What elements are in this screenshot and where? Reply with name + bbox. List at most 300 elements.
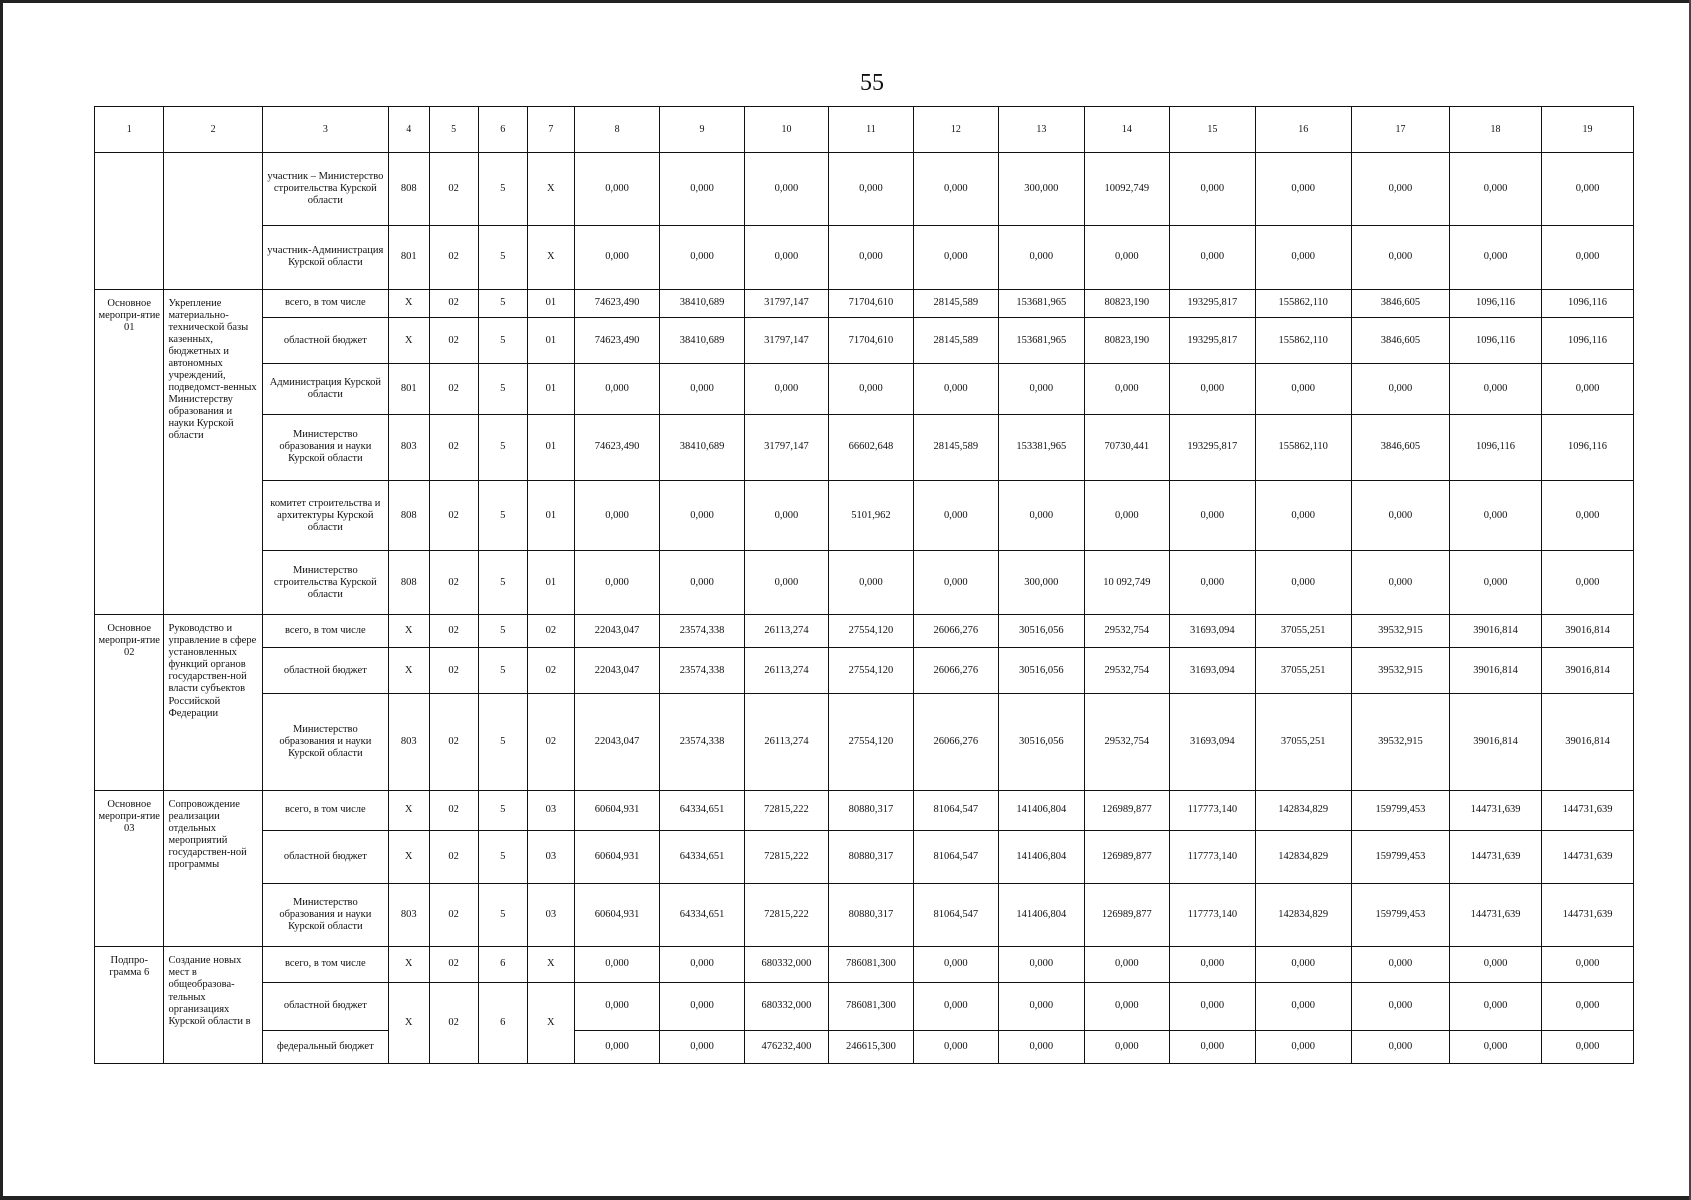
table-row — [95, 153, 1634, 226]
value-cell-17: 3846,605 — [1351, 289, 1449, 318]
value-cell-8: 74623,490 — [574, 289, 660, 318]
value-cell-18: 144731,639 — [1450, 883, 1542, 947]
value-cell-18: 39016,814 — [1450, 615, 1542, 648]
value-cell-16: 37055,251 — [1255, 694, 1351, 791]
value-cell-16: 0,000 — [1255, 551, 1351, 615]
code-cell-5: 02 — [429, 947, 478, 982]
value-cell-16: 155862,110 — [1255, 318, 1351, 364]
value-cell-15: 193295,817 — [1170, 414, 1256, 480]
executor-cell: Администрация Курской области — [262, 364, 388, 415]
value-cell-11: 27554,120 — [829, 648, 913, 694]
column-number-1: 1 — [95, 107, 164, 153]
code-cell-6: 5 — [478, 153, 527, 226]
column-number-5: 5 — [429, 107, 478, 153]
column-number-2: 2 — [164, 107, 262, 153]
value-cell-16: 37055,251 — [1255, 615, 1351, 648]
table-row — [95, 289, 1634, 318]
column-number-10: 10 — [744, 107, 828, 153]
value-cell-15: 0,000 — [1170, 364, 1256, 415]
value-cell-18: 1096,116 — [1450, 289, 1542, 318]
code-cell-5: 02 — [429, 830, 478, 883]
value-cell-19: 0,000 — [1542, 982, 1634, 1030]
code-cell-4: X — [388, 947, 429, 982]
value-cell-19: 0,000 — [1542, 1030, 1634, 1063]
table-row — [95, 648, 1634, 694]
value-cell-18: 0,000 — [1450, 551, 1542, 615]
table-row — [95, 318, 1634, 364]
table-row — [95, 225, 1634, 289]
value-cell-15: 31693,094 — [1170, 648, 1256, 694]
value-cell-12: 81064,547 — [913, 883, 999, 947]
value-cell-14: 126989,877 — [1084, 830, 1170, 883]
value-cell-17: 3846,605 — [1351, 414, 1449, 480]
value-cell-14: 0,000 — [1084, 1030, 1170, 1063]
value-cell-15: 0,000 — [1170, 551, 1256, 615]
value-cell-14: 80823,190 — [1084, 318, 1170, 364]
value-cell-14: 29532,754 — [1084, 648, 1170, 694]
value-cell-10: 26113,274 — [744, 694, 828, 791]
value-cell-19: 144731,639 — [1542, 883, 1634, 947]
code-cell-7: 03 — [527, 830, 574, 883]
value-cell-10: 26113,274 — [744, 615, 828, 648]
value-cell-19: 144731,639 — [1542, 830, 1634, 883]
value-cell-19: 1096,116 — [1542, 414, 1634, 480]
event-code-cell — [95, 153, 164, 289]
code-cell-4: 808 — [388, 153, 429, 226]
column-number-11: 11 — [829, 107, 913, 153]
code-cell-7: 01 — [527, 414, 574, 480]
value-cell-11: 786081,300 — [829, 947, 913, 982]
code-cell-5: 02 — [429, 791, 478, 831]
code-cell-6: 5 — [478, 318, 527, 364]
code-cell-5: 02 — [429, 480, 478, 550]
value-cell-14: 126989,877 — [1084, 791, 1170, 831]
executor-cell: областной бюджет — [262, 318, 388, 364]
value-cell-11: 246615,300 — [829, 1030, 913, 1063]
event-name-cell — [164, 153, 262, 289]
value-cell-18: 0,000 — [1450, 153, 1542, 226]
value-cell-11: 0,000 — [829, 153, 913, 226]
executor-cell: федеральный бюджет — [262, 1030, 388, 1063]
value-cell-12: 0,000 — [913, 1030, 999, 1063]
value-cell-13: 0,000 — [999, 364, 1085, 415]
value-cell-9: 0,000 — [660, 153, 744, 226]
code-cell-4: X — [388, 318, 429, 364]
value-cell-14: 0,000 — [1084, 225, 1170, 289]
code-cell-7: 02 — [527, 615, 574, 648]
value-cell-16: 155862,110 — [1255, 414, 1351, 480]
code-cell-5: 02 — [429, 225, 478, 289]
value-cell-12: 0,000 — [913, 480, 999, 550]
column-number-9: 9 — [660, 107, 744, 153]
value-cell-18: 0,000 — [1450, 480, 1542, 550]
value-cell-12: 0,000 — [913, 551, 999, 615]
code-cell-7: 01 — [527, 480, 574, 550]
code-cell-7: X — [527, 982, 574, 1064]
value-cell-16: 0,000 — [1255, 947, 1351, 982]
value-cell-11: 786081,300 — [829, 982, 913, 1030]
code-cell-4: X — [388, 289, 429, 318]
value-cell-12: 26066,276 — [913, 694, 999, 791]
code-cell-4: 801 — [388, 225, 429, 289]
code-cell-5: 02 — [429, 289, 478, 318]
code-cell-4: 808 — [388, 551, 429, 615]
executor-cell: всего, в том числе — [262, 615, 388, 648]
value-cell-15: 117773,140 — [1170, 883, 1256, 947]
value-cell-9: 23574,338 — [660, 648, 744, 694]
executor-cell: участник-Администрация Курской области — [262, 225, 388, 289]
value-cell-13: 30516,056 — [999, 694, 1085, 791]
value-cell-19: 39016,814 — [1542, 615, 1634, 648]
value-cell-19: 39016,814 — [1542, 648, 1634, 694]
value-cell-15: 0,000 — [1170, 153, 1256, 226]
code-cell-6: 5 — [478, 551, 527, 615]
value-cell-9: 23574,338 — [660, 615, 744, 648]
value-cell-8: 0,000 — [574, 1030, 660, 1063]
value-cell-10: 72815,222 — [744, 883, 828, 947]
value-cell-19: 0,000 — [1542, 153, 1634, 226]
executor-cell: Министерство образования и науки Курской области — [262, 414, 388, 480]
value-cell-17: 39532,915 — [1351, 648, 1449, 694]
page-number: 55 — [860, 70, 884, 96]
value-cell-14: 80823,190 — [1084, 289, 1170, 318]
value-cell-8: 22043,047 — [574, 615, 660, 648]
value-cell-19: 1096,116 — [1542, 289, 1634, 318]
value-cell-10: 476232,400 — [744, 1030, 828, 1063]
column-number-18: 18 — [1450, 107, 1542, 153]
page-border-top — [0, 0, 1691, 3]
value-cell-9: 38410,689 — [660, 318, 744, 364]
value-cell-18: 0,000 — [1450, 982, 1542, 1030]
value-cell-14: 29532,754 — [1084, 615, 1170, 648]
executor-cell: комитет строительства и архитектуры Курской области — [262, 480, 388, 550]
value-cell-14: 10 092,749 — [1084, 551, 1170, 615]
code-cell-5: 02 — [429, 551, 478, 615]
value-cell-10: 0,000 — [744, 551, 828, 615]
value-cell-11: 0,000 — [829, 364, 913, 415]
code-cell-5: 02 — [429, 615, 478, 648]
value-cell-9: 64334,651 — [660, 830, 744, 883]
value-cell-16: 37055,251 — [1255, 648, 1351, 694]
executor-cell: Министерство образования и науки Курской области — [262, 883, 388, 947]
table-row — [95, 364, 1634, 415]
value-cell-17: 0,000 — [1351, 480, 1449, 550]
value-cell-15: 31693,094 — [1170, 615, 1256, 648]
value-cell-12: 0,000 — [913, 153, 999, 226]
code-cell-4: 808 — [388, 480, 429, 550]
value-cell-15: 0,000 — [1170, 1030, 1256, 1063]
table-row — [95, 480, 1634, 550]
value-cell-8: 0,000 — [574, 364, 660, 415]
value-cell-10: 31797,147 — [744, 318, 828, 364]
value-cell-17: 39532,915 — [1351, 694, 1449, 791]
value-cell-13: 30516,056 — [999, 648, 1085, 694]
event-name-cell: Укрепление материально-технической базы казенных, бюджетных и автономных учреждений, подведомст-венных Министерству образования и науки Курской области — [164, 289, 262, 615]
value-cell-17: 0,000 — [1351, 225, 1449, 289]
value-cell-15: 31693,094 — [1170, 694, 1256, 791]
code-cell-7: 01 — [527, 318, 574, 364]
value-cell-11: 80880,317 — [829, 830, 913, 883]
code-cell-4: X — [388, 791, 429, 831]
value-cell-17: 3846,605 — [1351, 318, 1449, 364]
code-cell-4: X — [388, 648, 429, 694]
value-cell-10: 680332,000 — [744, 982, 828, 1030]
code-cell-4: 803 — [388, 883, 429, 947]
value-cell-13: 153681,965 — [999, 318, 1085, 364]
value-cell-13: 300,000 — [999, 551, 1085, 615]
value-cell-10: 72815,222 — [744, 830, 828, 883]
event-name-cell: Руководство и управление в сфере установленных функций органов государствен-ной власти субъектов Российской Федерации — [164, 615, 262, 791]
value-cell-15: 0,000 — [1170, 982, 1256, 1030]
code-cell-5: 02 — [429, 153, 478, 226]
value-cell-8: 22043,047 — [574, 648, 660, 694]
value-cell-9: 38410,689 — [660, 289, 744, 318]
code-cell-4: 803 — [388, 694, 429, 791]
code-cell-6: 5 — [478, 225, 527, 289]
value-cell-18: 0,000 — [1450, 1030, 1542, 1063]
executor-cell: Министерство образования и науки Курской области — [262, 694, 388, 791]
value-cell-18: 39016,814 — [1450, 648, 1542, 694]
code-cell-7: 02 — [527, 694, 574, 791]
code-cell-6: 5 — [478, 648, 527, 694]
value-cell-8: 0,000 — [574, 982, 660, 1030]
column-number-16: 16 — [1255, 107, 1351, 153]
code-cell-6: 5 — [478, 289, 527, 318]
code-cell-6: 5 — [478, 830, 527, 883]
table-row — [95, 1030, 1634, 1063]
executor-cell: областной бюджет — [262, 982, 388, 1030]
value-cell-10: 31797,147 — [744, 289, 828, 318]
value-cell-8: 0,000 — [574, 947, 660, 982]
code-cell-6: 6 — [478, 947, 527, 982]
code-cell-6: 5 — [478, 791, 527, 831]
value-cell-12: 28145,589 — [913, 318, 999, 364]
code-cell-5: 02 — [429, 364, 478, 415]
value-cell-8: 22043,047 — [574, 694, 660, 791]
value-cell-8: 0,000 — [574, 225, 660, 289]
value-cell-14: 0,000 — [1084, 982, 1170, 1030]
value-cell-8: 60604,931 — [574, 791, 660, 831]
event-name-cell: Сопровождение реализации отдельных мероприятий государствен-ной программы — [164, 791, 262, 947]
value-cell-17: 159799,453 — [1351, 883, 1449, 947]
value-cell-17: 159799,453 — [1351, 830, 1449, 883]
executor-cell: всего, в том числе — [262, 947, 388, 982]
value-cell-16: 0,000 — [1255, 153, 1351, 226]
table-row — [95, 615, 1634, 648]
value-cell-19: 0,000 — [1542, 947, 1634, 982]
value-cell-10: 680332,000 — [744, 947, 828, 982]
value-cell-9: 0,000 — [660, 364, 744, 415]
value-cell-12: 26066,276 — [913, 615, 999, 648]
table-row — [95, 883, 1634, 947]
event-name-cell: Создание новых мест в общеобразова-тельных организациях Курской области в — [164, 947, 262, 1064]
executor-cell: Министерство строительства Курской области — [262, 551, 388, 615]
value-cell-18: 144731,639 — [1450, 830, 1542, 883]
code-cell-5: 02 — [429, 648, 478, 694]
value-cell-17: 0,000 — [1351, 1030, 1449, 1063]
value-cell-15: 117773,140 — [1170, 791, 1256, 831]
value-cell-11: 80880,317 — [829, 791, 913, 831]
value-cell-13: 30516,056 — [999, 615, 1085, 648]
value-cell-13: 141406,804 — [999, 883, 1085, 947]
column-number-3: 3 — [262, 107, 388, 153]
value-cell-15: 0,000 — [1170, 225, 1256, 289]
code-cell-7: X — [527, 225, 574, 289]
code-cell-7: 01 — [527, 551, 574, 615]
code-cell-5: 02 — [429, 694, 478, 791]
value-cell-17: 0,000 — [1351, 153, 1449, 226]
value-cell-9: 64334,651 — [660, 883, 744, 947]
value-cell-13: 0,000 — [999, 480, 1085, 550]
value-cell-14: 0,000 — [1084, 947, 1170, 982]
value-cell-11: 27554,120 — [829, 615, 913, 648]
value-cell-13: 0,000 — [999, 982, 1085, 1030]
code-cell-7: 03 — [527, 883, 574, 947]
executor-cell: областной бюджет — [262, 830, 388, 883]
code-cell-7: 03 — [527, 791, 574, 831]
value-cell-17: 159799,453 — [1351, 791, 1449, 831]
value-cell-19: 1096,116 — [1542, 318, 1634, 364]
value-cell-11: 71704,610 — [829, 289, 913, 318]
value-cell-15: 0,000 — [1170, 947, 1256, 982]
value-cell-17: 39532,915 — [1351, 615, 1449, 648]
value-cell-10: 0,000 — [744, 225, 828, 289]
value-cell-10: 0,000 — [744, 480, 828, 550]
value-cell-19: 0,000 — [1542, 364, 1634, 415]
executor-cell: всего, в том числе — [262, 289, 388, 318]
value-cell-11: 0,000 — [829, 551, 913, 615]
value-cell-14: 29532,754 — [1084, 694, 1170, 791]
value-cell-16: 0,000 — [1255, 480, 1351, 550]
page-border-left — [0, 0, 3, 1200]
value-cell-9: 64334,651 — [660, 791, 744, 831]
value-cell-12: 28145,589 — [913, 289, 999, 318]
value-cell-11: 27554,120 — [829, 694, 913, 791]
value-cell-16: 155862,110 — [1255, 289, 1351, 318]
column-number-8: 8 — [574, 107, 660, 153]
value-cell-14: 0,000 — [1084, 364, 1170, 415]
value-cell-19: 144731,639 — [1542, 791, 1634, 831]
value-cell-14: 0,000 — [1084, 480, 1170, 550]
value-cell-12: 0,000 — [913, 947, 999, 982]
table-row — [95, 414, 1634, 480]
value-cell-19: 39016,814 — [1542, 694, 1634, 791]
column-number-13: 13 — [999, 107, 1085, 153]
code-cell-7: 01 — [527, 364, 574, 415]
code-cell-4: 801 — [388, 364, 429, 415]
value-cell-17: 0,000 — [1351, 982, 1449, 1030]
value-cell-10: 26113,274 — [744, 648, 828, 694]
value-cell-13: 300,000 — [999, 153, 1085, 226]
value-cell-18: 0,000 — [1450, 225, 1542, 289]
value-cell-14: 126989,877 — [1084, 883, 1170, 947]
event-code-cell: Основное меропри-ятие 02 — [95, 615, 164, 791]
event-code-cell: Основное меропри-ятие 01 — [95, 289, 164, 615]
value-cell-9: 0,000 — [660, 225, 744, 289]
code-cell-4: X — [388, 615, 429, 648]
value-cell-12: 0,000 — [913, 982, 999, 1030]
value-cell-19: 0,000 — [1542, 480, 1634, 550]
code-cell-4: X — [388, 982, 429, 1064]
event-code-cell: Подпро-грамма 6 — [95, 947, 164, 1064]
code-cell-7: X — [527, 947, 574, 982]
code-cell-7: X — [527, 153, 574, 226]
value-cell-15: 0,000 — [1170, 480, 1256, 550]
value-cell-8: 60604,931 — [574, 830, 660, 883]
code-cell-5: 02 — [429, 982, 478, 1064]
header-row — [95, 107, 1634, 153]
column-number-14: 14 — [1084, 107, 1170, 153]
value-cell-13: 0,000 — [999, 1030, 1085, 1063]
value-cell-15: 193295,817 — [1170, 289, 1256, 318]
value-cell-15: 117773,140 — [1170, 830, 1256, 883]
value-cell-14: 10092,749 — [1084, 153, 1170, 226]
column-number-4: 4 — [388, 107, 429, 153]
value-cell-8: 0,000 — [574, 480, 660, 550]
code-cell-6: 5 — [478, 414, 527, 480]
table-row — [95, 982, 1634, 1030]
value-cell-12: 26066,276 — [913, 648, 999, 694]
value-cell-13: 153381,965 — [999, 414, 1085, 480]
table-row — [95, 830, 1634, 883]
value-cell-16: 0,000 — [1255, 982, 1351, 1030]
value-cell-11: 71704,610 — [829, 318, 913, 364]
column-number-19: 19 — [1542, 107, 1634, 153]
value-cell-8: 74623,490 — [574, 414, 660, 480]
value-cell-10: 72815,222 — [744, 791, 828, 831]
column-number-6: 6 — [478, 107, 527, 153]
value-cell-13: 141406,804 — [999, 830, 1085, 883]
column-number-17: 17 — [1351, 107, 1449, 153]
value-cell-18: 39016,814 — [1450, 694, 1542, 791]
table-row — [95, 947, 1634, 982]
value-cell-16: 142834,829 — [1255, 883, 1351, 947]
value-cell-18: 1096,116 — [1450, 318, 1542, 364]
executor-cell: всего, в том числе — [262, 791, 388, 831]
value-cell-12: 81064,547 — [913, 791, 999, 831]
value-cell-9: 0,000 — [660, 947, 744, 982]
budget-table — [94, 106, 1634, 1064]
code-cell-6: 5 — [478, 883, 527, 947]
value-cell-18: 144731,639 — [1450, 791, 1542, 831]
value-cell-17: 0,000 — [1351, 364, 1449, 415]
value-cell-10: 0,000 — [744, 153, 828, 226]
value-cell-8: 60604,931 — [574, 883, 660, 947]
table-row — [95, 791, 1634, 831]
code-cell-6: 6 — [478, 982, 527, 1064]
code-cell-5: 02 — [429, 883, 478, 947]
value-cell-12: 81064,547 — [913, 830, 999, 883]
value-cell-8: 0,000 — [574, 153, 660, 226]
value-cell-10: 31797,147 — [744, 414, 828, 480]
value-cell-9: 0,000 — [660, 982, 744, 1030]
value-cell-18: 1096,116 — [1450, 414, 1542, 480]
value-cell-13: 141406,804 — [999, 791, 1085, 831]
value-cell-18: 0,000 — [1450, 364, 1542, 415]
value-cell-17: 0,000 — [1351, 551, 1449, 615]
value-cell-17: 0,000 — [1351, 947, 1449, 982]
code-cell-4: X — [388, 830, 429, 883]
value-cell-9: 38410,689 — [660, 414, 744, 480]
value-cell-13: 0,000 — [999, 947, 1085, 982]
value-cell-10: 0,000 — [744, 364, 828, 415]
value-cell-11: 5101,962 — [829, 480, 913, 550]
event-code-cell: Основное меропри-ятие 03 — [95, 791, 164, 947]
value-cell-19: 0,000 — [1542, 551, 1634, 615]
table-row — [95, 694, 1634, 791]
value-cell-19: 0,000 — [1542, 225, 1634, 289]
value-cell-13: 0,000 — [999, 225, 1085, 289]
